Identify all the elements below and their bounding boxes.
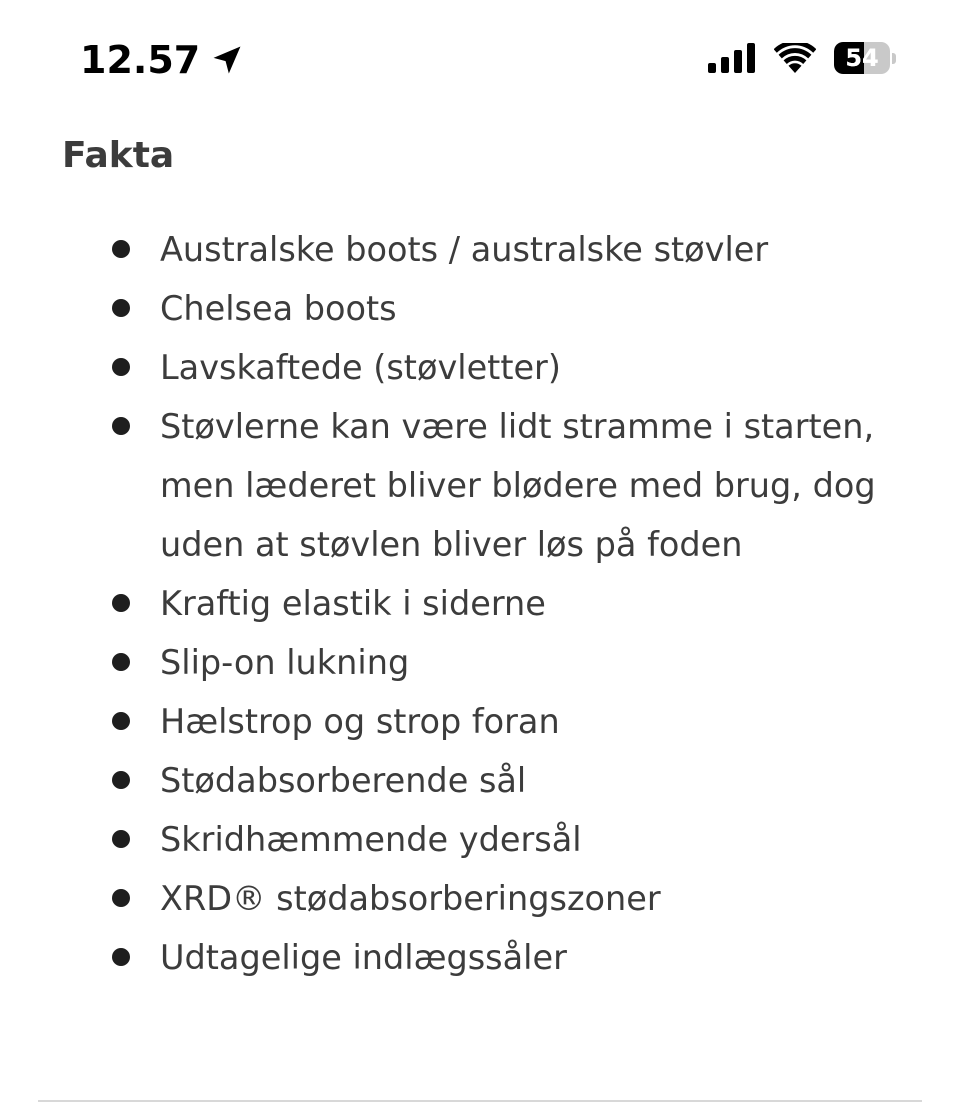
list-item-text: XRD® stødabsorberingszoner [160, 879, 661, 918]
section-heading: Fakta [62, 135, 175, 176]
list-item [62, 338, 922, 397]
list-item-text: Slip-on lukning [160, 643, 410, 682]
bullet-icon [112, 889, 130, 907]
bullet-icon [112, 712, 130, 730]
status-time: 12.57 [80, 38, 201, 82]
list-item [62, 397, 922, 574]
list-item [62, 220, 922, 279]
list-item [62, 574, 922, 633]
battery-body [834, 42, 890, 74]
status-bar [0, 0, 960, 120]
bullet-icon [112, 240, 130, 258]
list-item [62, 633, 922, 692]
list-item [62, 279, 922, 338]
battery-icon [834, 42, 896, 74]
list-item-text: Kraftig elastik i siderne [160, 584, 546, 623]
clock-group [80, 38, 244, 82]
list-item-text: Udtagelige indlægssåler [160, 938, 567, 977]
list-item-text: Chelsea boots [160, 289, 397, 328]
bullet-icon [112, 594, 130, 612]
location-arrow-icon [210, 43, 244, 77]
bullet-icon [112, 417, 130, 435]
list-item-text: Støvlerne kan være lidt stramme i starten, men læderet bliver blødere med brug, dog uden at støvlen bliver løs på foden [160, 407, 876, 564]
bullet-icon [112, 358, 130, 376]
list-item [62, 869, 922, 928]
list-item-text: Skridhæmmende ydersål [160, 820, 582, 859]
list-item-text: Australske boots / australske støvler [160, 230, 769, 269]
list-item [62, 692, 922, 751]
section-divider [38, 1100, 922, 1102]
cellular-signal-icon [708, 43, 756, 73]
list-item-text: Stødabsorberende sål [160, 761, 527, 800]
bullet-icon [112, 948, 130, 966]
list-item-text: Lavskaftede (støvletter) [160, 348, 561, 387]
bullet-icon [112, 653, 130, 671]
battery-level: 54 [845, 44, 879, 72]
bullet-icon [112, 771, 130, 789]
status-icons [708, 42, 896, 74]
facts-list [62, 220, 922, 987]
facts-section [62, 128, 922, 987]
bullet-icon [112, 299, 130, 317]
wifi-icon [774, 43, 816, 73]
battery-cap [892, 53, 896, 64]
list-item-text: Hælstrop og strop foran [160, 702, 560, 741]
bullet-icon [112, 830, 130, 848]
list-item [62, 928, 922, 987]
list-item [62, 810, 922, 869]
list-item [62, 751, 922, 810]
